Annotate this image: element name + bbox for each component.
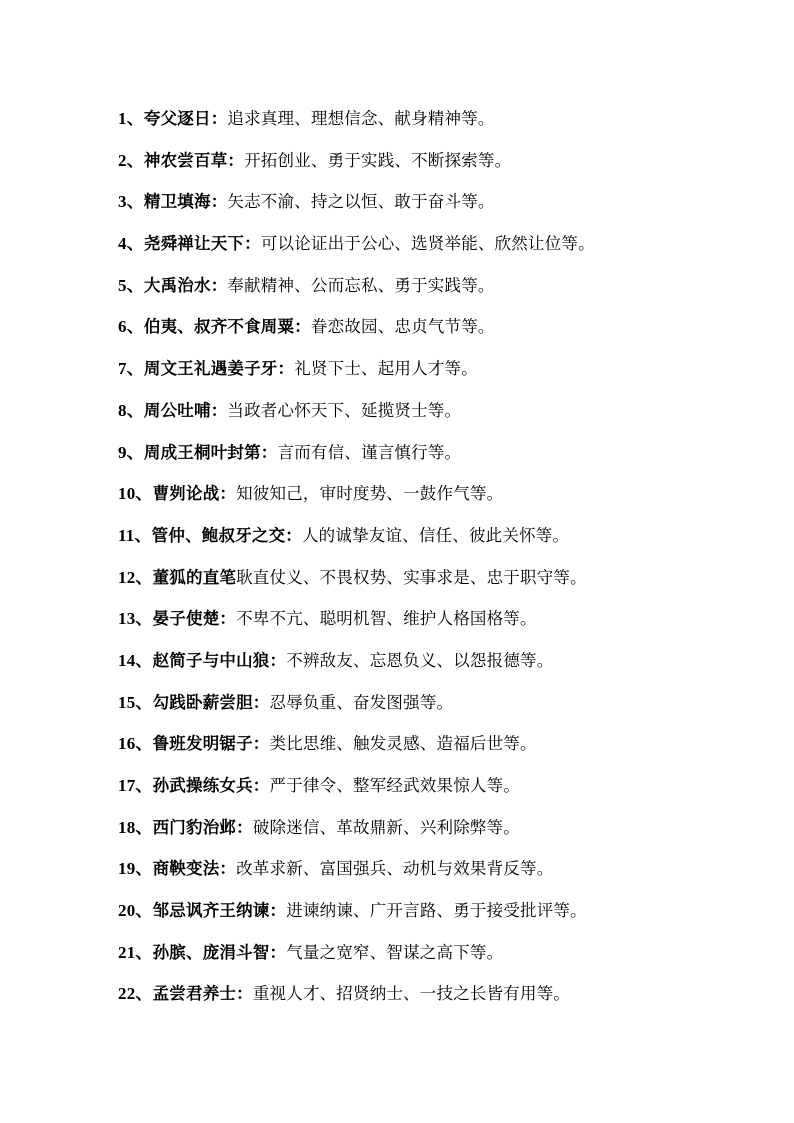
item-title: 管仲、鲍叔牙之交：: [151, 525, 302, 545]
list-item: [118, 479, 768, 521]
item-description: 忍辱负重、奋发图强等。: [269, 692, 454, 712]
list-item: [118, 563, 768, 605]
item-number: 11、: [118, 525, 152, 545]
item-number: 22、: [118, 984, 153, 1004]
item-description: 进谏纳谏、广开言路、勇于接受批评等。: [286, 901, 587, 921]
item-number: 15、: [118, 692, 153, 712]
item-title: 夸父逐日：: [143, 109, 228, 128]
item-title: 神农尝百草：: [143, 150, 245, 170]
list-item: [118, 354, 768, 396]
item-description: 奉献精神、公而忘私、勇于实践等。: [227, 275, 495, 295]
list-item: [118, 979, 768, 1021]
story-list: [118, 104, 768, 1021]
item-number: 8、: [118, 400, 144, 420]
item-title: 伯夷、叔齐不食周粟：: [143, 317, 311, 337]
item-description: 不辨敌友、忘恩负义、以怨报德等。: [286, 650, 554, 670]
item-title: 孙膑、庞涓斗智：: [152, 942, 287, 962]
list-item: [118, 813, 768, 855]
item-title: 孟尝君养士：: [152, 984, 253, 1004]
item-title: 周成王桐叶封第：: [143, 442, 278, 462]
item-number: 20、: [118, 901, 153, 921]
list-item: [118, 854, 768, 896]
list-item: [118, 729, 768, 771]
item-number: 13、: [118, 609, 153, 629]
item-title: 精卫填海：: [143, 192, 228, 212]
item-description: 破除迷信、革故鼎新、兴利除弊等。: [252, 817, 521, 837]
item-number: 1、: [118, 109, 144, 128]
list-item: [118, 104, 768, 146]
item-description: 言而有信、谨言慎行等。: [277, 442, 462, 462]
list-item: [118, 271, 768, 313]
item-number: 19、: [118, 859, 153, 879]
item-description: 气量之宽窄、智谋之高下等。: [286, 942, 504, 962]
item-description: 知彼知己，审时度势、一鼓作气等。: [236, 484, 504, 504]
item-title: 尧舜禅让天下：: [143, 234, 261, 254]
item-description: 眷恋故园、忠贞气节等。: [310, 317, 495, 337]
item-number: 9、: [118, 442, 144, 462]
item-description: 矢志不渝、持之以恒、敢于奋斗等。: [227, 192, 495, 212]
item-title: 董狐的直笔: [152, 567, 237, 587]
item-number: 7、: [118, 359, 144, 379]
item-number: 16、: [118, 734, 153, 754]
item-number: 14、: [118, 650, 153, 670]
item-title: 曹刿论战：: [152, 484, 237, 504]
item-description: 人的诚挚友谊、信任、彼此关怀等。: [301, 525, 570, 545]
list-item: [118, 146, 768, 188]
item-title: 周公吐哺：: [143, 400, 228, 420]
list-item: [118, 312, 768, 354]
item-title: 鲁班发明锯子：: [152, 734, 270, 754]
item-description: 开拓创业、勇于实践、不断探索等。: [244, 150, 512, 170]
item-description: 不卑不亢、聪明机智、维护人格国格等。: [236, 609, 537, 629]
item-title: 晏子使楚：: [152, 609, 237, 629]
item-number: 3、: [118, 192, 144, 212]
list-item: [118, 896, 768, 938]
item-description: 严于律令、整军经武效果惊人等。: [269, 776, 521, 795]
item-description: 改革求新、富国强兵、动机与效果背反等。: [236, 859, 554, 879]
item-description: 追求真理、理想信念、献身精神等。: [227, 109, 495, 128]
list-item: [118, 187, 768, 229]
item-number: 4、: [118, 234, 144, 254]
list-item: [118, 604, 768, 646]
item-description: 可以论证出于公心、选贤举能、欣然让位等。: [260, 234, 595, 254]
item-number: 5、: [118, 275, 144, 295]
item-description: 耿直仗义、不畏权势、实事求是、忠于职守等。: [236, 567, 587, 587]
list-item: [118, 938, 768, 980]
list-item: [118, 646, 768, 688]
item-description: 礼贤下士、起用人才等。: [294, 359, 478, 379]
list-item: [118, 396, 768, 438]
item-number: 18、: [118, 817, 153, 837]
item-title: 周文王礼遇姜子牙：: [143, 359, 295, 379]
item-title: 赵简子与中山狼：: [152, 650, 287, 670]
item-number: 6、: [118, 317, 144, 337]
item-number: 2、: [118, 150, 144, 170]
list-item: [118, 229, 768, 271]
list-item: [118, 521, 768, 563]
item-title: 西门豹治邺：: [152, 817, 253, 837]
item-number: 17、: [118, 776, 153, 795]
item-number: 10、: [118, 484, 153, 504]
item-title: 勾践卧薪尝胆：: [152, 692, 270, 712]
item-title: 商鞅变法：: [152, 859, 237, 879]
item-description: 重视人才、招贤纳士、一技之长皆有用等。: [252, 984, 571, 1004]
item-number: 21、: [118, 942, 153, 962]
list-item: [118, 438, 768, 480]
item-number: 12、: [118, 567, 153, 587]
item-title: 邹忌讽齐王纳谏：: [152, 901, 287, 921]
item-title: 孙武操练女兵：: [152, 776, 270, 795]
item-description: 类比思维、触发灵感、造福后世等。: [269, 734, 537, 754]
list-item: [118, 771, 768, 813]
item-description: 当政者心怀天下、延揽贤士等。: [227, 400, 462, 420]
list-item: [118, 688, 768, 730]
item-title: 大禹治水：: [143, 275, 228, 295]
